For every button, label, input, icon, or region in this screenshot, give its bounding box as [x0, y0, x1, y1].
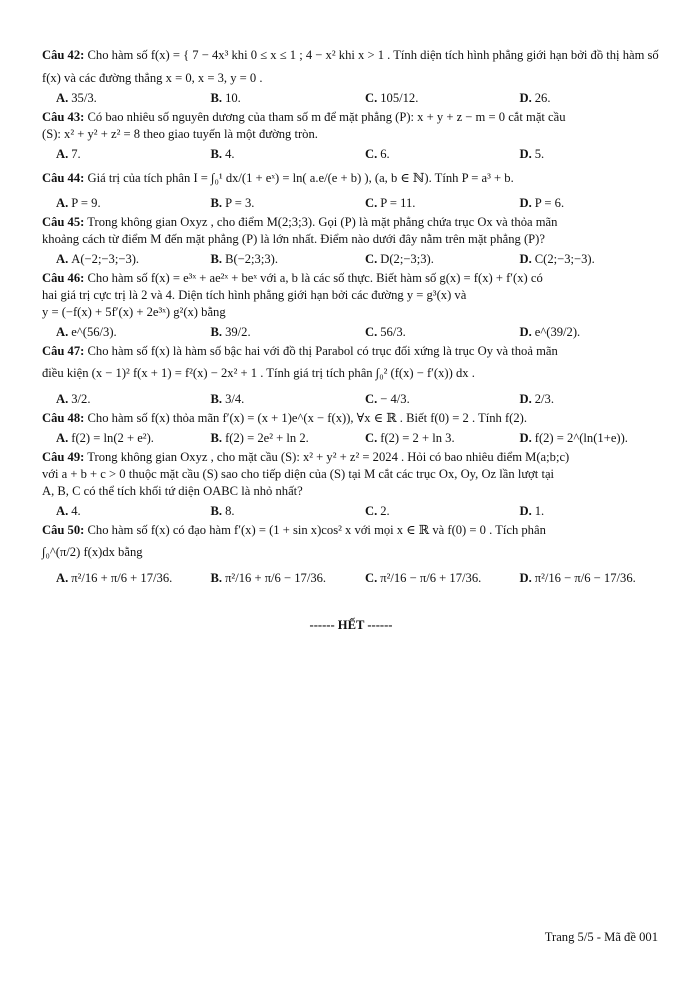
option-label: B. — [210, 504, 223, 519]
option-label: A. — [56, 90, 69, 105]
option-text: f(2) = ln(2 + e²). — [71, 431, 154, 446]
option-text: P = 6. — [534, 196, 565, 211]
question-text: hai giá trị cực trị là 2 và 4. Diện tích hình phẳng giới hạn bởi các đường y = g³(x) và — [42, 288, 467, 303]
option-b[interactable] — [197, 391, 352, 408]
question-label: Câu 44: — [42, 170, 85, 185]
question-text: Cho hàm số f(x) có đạo hàm f′(x) = (1 + sin x)cos² x với mọi x ∈ ℝ và f(0) = 0 . Tích phân — [87, 523, 546, 538]
option-text: 105/12. — [380, 90, 419, 105]
option-label: A. — [56, 196, 69, 211]
option-d[interactable] — [506, 391, 661, 408]
question-line — [42, 270, 660, 287]
question-line — [42, 109, 660, 126]
option-c[interactable] — [351, 146, 506, 163]
option-text: D(2;−3;3). — [380, 252, 434, 267]
option-d[interactable] — [506, 251, 661, 268]
question-text: Cho hàm số f(x) = e³ˣ + ae²ˣ + beˣ với a, b là các số thực. Biết hàm số g(x) = f(x) + f′(x) có — [87, 271, 543, 286]
option-text: 3/4. — [225, 392, 245, 407]
question-label: Câu 42: — [42, 48, 85, 62]
option-text: π²/16 + π/6 − 17/36. — [225, 570, 327, 585]
option-label: C. — [365, 325, 378, 340]
option-text: 35/3. — [71, 90, 97, 105]
option-label: C. — [365, 146, 378, 161]
option-text: f(2) = 2^(ln(1+e)). — [534, 431, 628, 446]
option-text: π²/16 + π/6 + 17/36. — [71, 570, 173, 585]
options-row — [42, 430, 660, 447]
question-line — [42, 126, 660, 143]
end-marker: ------ HẾT ------ — [309, 617, 393, 632]
question-label: Câu 45: — [42, 215, 85, 230]
options-row — [42, 503, 660, 520]
option-text: 2. — [380, 504, 390, 519]
option-label: C. — [365, 90, 378, 105]
option-text: 26. — [534, 90, 551, 105]
question-text: điều kiện (x − 1)² f(x + 1) = f²(x) − 2x² + 1 . Tính giá trị tích phân ∫₀² (f(x) − f′(x)) dx . — [42, 366, 475, 381]
question-text: A, B, C có thể tích khối tứ diện OABC là nhỏ nhất? — [42, 484, 303, 499]
option-d[interactable] — [506, 146, 661, 163]
question-label: Câu 46: — [42, 271, 85, 286]
option-label: D. — [519, 252, 532, 267]
option-label: A. — [56, 325, 69, 340]
option-label: B. — [210, 392, 223, 407]
options-row — [42, 146, 660, 163]
question-line — [42, 360, 660, 388]
question-line — [42, 231, 660, 248]
option-text: 39/2. — [225, 325, 251, 340]
option-text: e^(39/2). — [534, 325, 581, 340]
option-label: C. — [365, 392, 378, 407]
option-text: π²/16 − π/6 + 17/36. — [380, 570, 482, 585]
question-line — [42, 343, 660, 360]
options-row — [42, 391, 660, 408]
option-c[interactable] — [351, 503, 506, 520]
option-label: D. — [519, 146, 532, 161]
question-text: y = (−f(x) + 5f′(x) + 2e³ˣ) g²(x) bằng — [42, 305, 226, 320]
option-a[interactable] — [42, 90, 197, 107]
option-label: C. — [365, 196, 378, 211]
option-label: A. — [56, 146, 69, 161]
option-c[interactable] — [351, 324, 506, 341]
question-label: Câu 43: — [42, 109, 85, 124]
option-text: P = 11. — [380, 196, 416, 211]
option-a[interactable] — [42, 195, 197, 212]
question-line — [42, 449, 660, 466]
option-c[interactable] — [351, 251, 506, 268]
options-row — [42, 324, 660, 341]
option-label: D. — [519, 570, 532, 585]
option-d[interactable] — [506, 503, 661, 520]
question-line — [42, 42, 660, 70]
question-46 — [42, 270, 660, 341]
option-label: C. — [365, 252, 378, 267]
option-b[interactable] — [197, 503, 352, 520]
question-48 — [42, 410, 660, 447]
question-text: ∫₀^(π/2) f(x)dx bằng — [42, 545, 143, 560]
question-50 — [42, 522, 660, 587]
option-label: D. — [519, 196, 532, 211]
question-text: khoảng cách từ điểm M đến mặt phẳng (P) là lớn nhất. Điểm nào dưới đây nằm trên mặt phẳng (P)? — [42, 232, 545, 247]
option-label: B. — [210, 431, 223, 446]
option-label: B. — [210, 90, 223, 105]
question-42 — [42, 42, 660, 107]
question-text: (S): x² + y² + z² = 8 theo giao tuyến là một đường tròn. — [42, 126, 318, 141]
question-47 — [42, 343, 660, 408]
option-label: D. — [519, 431, 532, 446]
option-text: π²/16 − π/6 − 17/36. — [534, 570, 636, 585]
option-text: − 4/3. — [380, 392, 410, 407]
option-b[interactable] — [197, 570, 352, 587]
question-label: Câu 50: — [42, 523, 85, 538]
option-text: 5. — [534, 146, 545, 161]
option-text: B(−2;3;3). — [225, 252, 278, 267]
option-label: C. — [365, 570, 378, 585]
option-b[interactable] — [197, 430, 352, 447]
question-text: Cho hàm số f(x) thỏa mãn f′(x) = (x + 1)e^(x − f(x)), ∀x ∈ ℝ . Biết f(0) = 2 . Tính f(2). — [87, 411, 527, 426]
question-label: Câu 48: — [42, 411, 85, 426]
option-a[interactable] — [42, 251, 197, 268]
option-a[interactable] — [42, 570, 197, 587]
question-text: với a + b + c > 0 thuộc mặt cầu (S) sao cho tiếp diện của (S) tại M cắt các trục Ox, Oy, Oz lần lượt tại — [42, 467, 555, 482]
question-45 — [42, 214, 660, 268]
question-line — [42, 214, 660, 231]
question-line — [42, 70, 660, 87]
question-line — [42, 522, 660, 539]
options-row — [42, 195, 660, 212]
question-line — [42, 539, 660, 567]
option-b[interactable] — [197, 146, 352, 163]
question-49 — [42, 449, 660, 520]
option-a[interactable] — [42, 503, 197, 520]
option-label: B. — [210, 196, 223, 211]
question-text: f(x) và các đường thẳng x = 0, x = 3, y = 0 . — [42, 70, 263, 85]
exam-page — [42, 42, 660, 634]
option-label: B. — [210, 252, 223, 267]
option-d[interactable] — [506, 570, 661, 587]
question-line — [42, 483, 660, 500]
question-text: Cho hàm số f(x) = { 7 − 4x³ khi 0 ≤ x ≤ 1 ; 4 − x² khi x > 1 . Tính diện tích hình phẳng giới hạn bởi đồ thị hàm số — [87, 48, 659, 62]
option-label: D. — [519, 90, 532, 105]
option-label: A. — [56, 392, 69, 407]
option-d[interactable] — [506, 430, 661, 447]
option-d[interactable] — [506, 195, 661, 212]
option-b[interactable] — [197, 195, 352, 212]
option-text: 2/3. — [534, 392, 554, 407]
page-footer: Trang 5/5 - Mã đề 001 — [544, 930, 658, 944]
option-b[interactable] — [197, 324, 352, 341]
question-text: Có bao nhiêu số nguyên dương của tham số m để mặt phẳng (P): x + y + z − m = 0 cắt mặt cầu — [87, 109, 566, 124]
question-label: Câu 49: — [42, 450, 85, 465]
option-d[interactable] — [506, 90, 661, 107]
option-text: C(2;−3;−3). — [534, 252, 595, 267]
option-text: 1. — [534, 504, 545, 519]
options-row — [42, 90, 660, 107]
option-a[interactable] — [42, 430, 197, 447]
option-label: D. — [519, 392, 532, 407]
option-a[interactable] — [42, 146, 197, 163]
question-text: Cho hàm số f(x) là hàm số bậc hai với đồ thị Parabol có trục đối xứng là trục Oy và thoả mãn — [87, 344, 558, 359]
option-label: A. — [56, 504, 69, 519]
options-row — [42, 251, 660, 268]
option-label: A. — [56, 431, 69, 446]
option-text: 4. — [225, 146, 235, 161]
option-d[interactable] — [506, 324, 661, 341]
option-a[interactable] — [42, 391, 197, 408]
question-text: Trong không gian Oxyz , cho mặt cầu (S): x² + y² + z² = 2024 . Hỏi có bao nhiêu điểm M(a;b;c) — [87, 450, 570, 465]
question-text: Giá trị của tích phân I = ∫₀¹ dx/(1 + eˣ) = ln( a.e/(e + b) ), (a, b ∈ ℕ). Tính P = a³ + b. — [87, 170, 514, 185]
option-a[interactable] — [42, 324, 197, 341]
option-text: P = 9. — [71, 196, 101, 211]
option-text: f(2) = 2 + ln 3. — [380, 431, 455, 446]
option-text: 7. — [71, 146, 81, 161]
option-text: A(−2;−3;−3). — [71, 252, 140, 267]
option-b[interactable] — [197, 90, 352, 107]
option-c[interactable] — [351, 195, 506, 212]
option-text: P = 3. — [225, 196, 255, 211]
option-label: B. — [210, 325, 223, 340]
option-label: C. — [365, 504, 378, 519]
option-text: 10. — [225, 90, 241, 105]
option-label: B. — [210, 570, 223, 585]
option-label: A. — [56, 252, 69, 267]
option-text: 6. — [380, 146, 390, 161]
option-label: D. — [519, 325, 532, 340]
question-43 — [42, 109, 660, 163]
option-text: f(2) = 2e² + ln 2. — [225, 431, 309, 446]
options-row — [42, 570, 660, 587]
option-c[interactable] — [351, 90, 506, 107]
question-line — [42, 165, 660, 193]
question-line — [42, 466, 660, 483]
question-line — [42, 304, 660, 321]
option-text: e^(56/3). — [71, 325, 117, 340]
question-line — [42, 287, 660, 304]
option-text: 4. — [71, 504, 81, 519]
question-label: Câu 47: — [42, 344, 85, 359]
option-c[interactable] — [351, 570, 506, 587]
option-text: 3/2. — [71, 392, 91, 407]
question-44 — [42, 165, 660, 213]
option-c[interactable] — [351, 391, 506, 408]
option-b[interactable] — [197, 251, 352, 268]
option-label: D. — [519, 504, 532, 519]
option-label: A. — [56, 570, 69, 585]
question-text: Trong không gian Oxyz , cho điểm M(2;3;3). Gọi (P) là mặt phẳng chứa trục Ox và thỏa mãn — [87, 215, 558, 230]
option-text: 56/3. — [380, 325, 406, 340]
question-line — [42, 410, 660, 427]
option-label: C. — [365, 431, 378, 446]
option-label: B. — [210, 146, 223, 161]
option-text: 8. — [225, 504, 235, 519]
option-c[interactable] — [351, 430, 506, 447]
